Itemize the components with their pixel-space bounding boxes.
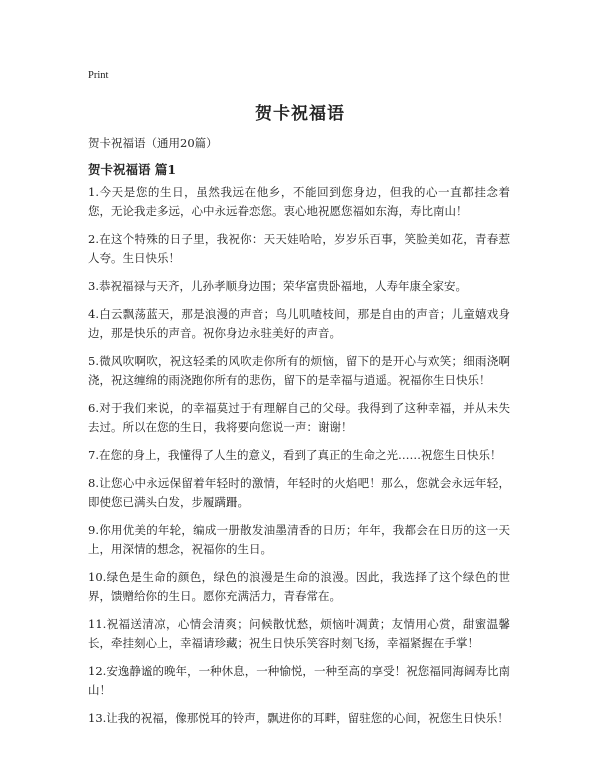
- paragraph-list: [88, 183, 510, 737]
- section-title: 贺卡祝福语 篇1: [88, 162, 177, 177]
- paragraph-8: 8.让您心中永远保留着年轻时的激情，年轻时的火焰吧！那么，您就会永远年轻，即使您已满头白发，步履蹒跚。: [88, 476, 510, 509]
- paragraph-12: 12.安逸静谧的晚年，一种休息，一种愉悦，一种至高的享受！祝您福同海阔寿比南山！: [88, 664, 510, 697]
- paragraph-10: 10.绿色是生命的颜色，绿色的浪漫是生命的浪漫。因此，我选择了这个绿色的世界，馈赠给你的生日。愿你充满活力，青春常在。: [88, 570, 510, 603]
- print-link[interactable]: Print: [88, 70, 109, 81]
- paragraph-7: 7.在您的身上，我懂得了人生的意义，看到了真正的生命之光……祝您生日快乐！: [88, 448, 502, 462]
- paragraph-1: 1.今天是您的生日，虽然我远在他乡，不能回到您身边，但我的心一直都挂念着您，无论我走多远，心中永远眷恋您。衷心地祝愿您福如东海，寿比南山！: [88, 185, 510, 218]
- page-title: 贺卡祝福语: [255, 104, 345, 124]
- paragraph-5: 5.微风吹啊吹，祝这轻柔的风吹走你所有的烦恼，留下的是开心与欢笑；细雨浇啊浇，祝这缠绵的雨浇跑你所有的悲伤，留下的是幸福与逍遥。祝福你生日快乐！: [88, 354, 510, 387]
- document-subtitle: 贺卡祝福语（通用20篇）: [88, 136, 218, 150]
- paragraph-13: 13.让我的祝福，像那悦耳的铃声，飘进你的耳畔，留驻您的心间，祝您生日快乐！: [88, 711, 509, 725]
- paragraph-11: 11.祝福送清凉，心情会清爽；问候散忧愁，烦恼叶凋黄；友情用心赏，甜蜜温馨长，牵挂刻心上，幸福请珍藏；祝生日快乐笑容时刻飞扬，幸福紧握在手掌！: [88, 617, 510, 650]
- paragraph-9: 9.你用优美的年轮，编成一册散发油墨清香的日历；年年，我都会在日历的这一天上，用深情的想念，祝福你的生日。: [88, 523, 510, 556]
- paragraph-3: 3.恭祝福禄与天齐，儿孙孝顺身边围；荣华富贵卧福地，人寿年康全家安。: [88, 279, 467, 293]
- paragraph-4: 4.白云飘荡蓝天，那是浪漫的声音；鸟儿叽喳枝间，那是自由的声音；儿童嬉戏身边，那是快乐的声音。祝你身边永驻美好的声音。: [88, 307, 510, 340]
- paragraph-6: 6.对于我们来说，的幸福莫过于有理解自己的父母。我得到了这种幸福，并从未失去过。所以在您的生日，我将要向您说一声：谢谢！: [88, 401, 510, 434]
- paragraph-2: 2.在这个特殊的日子里，我祝你：天天娃哈哈，岁岁乐百事，笑脸美如花，青春惹人夸。生日快乐！: [88, 232, 510, 265]
